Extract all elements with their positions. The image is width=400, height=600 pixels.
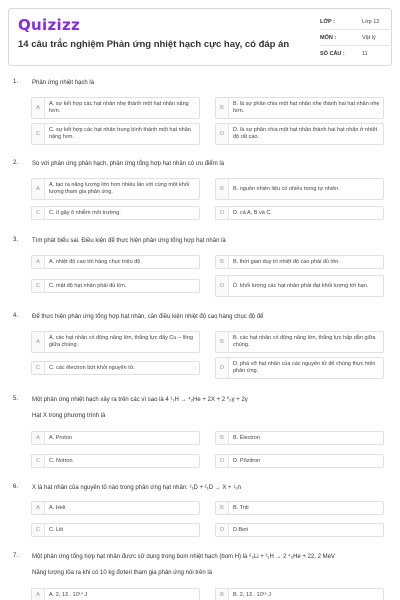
option-text: A. Proton — [49, 434, 72, 441]
option-text: B. nguồn nhiên liệu có nhiều trong tự nhiên. — [233, 185, 340, 192]
option-letter: D — [216, 455, 229, 467]
question-number: 1. — [13, 79, 19, 85]
option-b[interactable] — [215, 431, 384, 445]
option-letter: D — [216, 124, 229, 144]
option-c[interactable] — [31, 523, 200, 537]
document-title: 14 câu trắc nghiệm Phản ứng nhiệt hạch cực hay, có đáp án — [18, 39, 290, 50]
option-d[interactable] — [215, 523, 384, 537]
option-b[interactable] — [215, 588, 384, 600]
meta-count-label: SỐ CÂU : — [320, 51, 345, 57]
option-text: D. phá vỡ hạt nhân của các nguyên tử để chúng thực hiện phản ứng. — [233, 361, 376, 374]
option-text: D. khối lượng các hạt nhân phải đạt khối lượng tới hạn. — [233, 282, 369, 289]
question-subtext: Năng lượng tỏa ra khi có 10 kg đơteri tham gia phản ứng nói trên là — [32, 570, 213, 576]
document-meta — [320, 14, 392, 62]
option-text: B. Triti — [233, 504, 249, 511]
option-b[interactable] — [215, 97, 384, 119]
option-text: A. sự kết hợp các hạt nhân nhẹ thành một hạt nhân nặng hơn. — [49, 101, 189, 114]
meta-count-value: 11 — [362, 51, 368, 57]
option-text: B. Êlectron — [233, 434, 260, 441]
option-b[interactable] — [215, 178, 384, 200]
option-letter: D — [216, 358, 229, 378]
option-letter: D — [216, 207, 229, 219]
option-letter: B — [216, 256, 229, 268]
question-subtext: Hạt X trong phương trình là — [32, 413, 106, 419]
option-a[interactable] — [31, 255, 200, 269]
question-text: X là hạt nhân của nguyên tố nào trong phản ứng hạt nhân: ²₁D + ²₁D → X + ¹₀n — [32, 485, 242, 491]
meta-class-row — [320, 14, 392, 30]
option-c[interactable] — [31, 361, 200, 375]
option-d[interactable] — [215, 206, 384, 220]
option-text: B. thời gian duy trì nhiệt độ cao phải đủ lớn. — [233, 258, 340, 265]
question-text: Một phản ứng nhiệt hạch xảy ra trên các vì sao là 4 ¹₁H → ⁴₂He + 2X + 2 ⁰₀γ + 2γ — [32, 397, 248, 403]
question-text: Một phản ứng tổng hợp hạt nhân được sử dụng trong bom nhiệt hạch (bom H) là ⁶₃Li + ²₁H → 2 ⁴₂He + 22, 2 MeV — [32, 554, 335, 560]
option-text: D.Beri — [233, 526, 249, 533]
option-letter: A — [32, 589, 45, 600]
option-b[interactable] — [215, 501, 384, 515]
meta-class-label: LỚP : — [320, 19, 335, 25]
option-letter: B — [216, 589, 229, 600]
option-letter: A — [32, 332, 45, 352]
option-letter: A — [32, 432, 45, 444]
option-c[interactable] — [31, 206, 200, 220]
option-letter: D — [216, 524, 229, 536]
option-c[interactable] — [31, 454, 200, 468]
option-text: C. sự kết hợp các hạt nhân trung bình thành một hạt nhân nặng hơn. — [49, 127, 191, 140]
question-text: Phản ứng nhiệt hạch là — [32, 80, 95, 86]
option-letter: B — [216, 179, 229, 199]
meta-subject-label: MÔN : — [320, 35, 337, 41]
option-d[interactable] — [215, 454, 384, 468]
meta-class-value: Lớp 12 — [362, 19, 380, 25]
meta-subject-value: Vật lý — [362, 35, 376, 41]
option-letter: C — [32, 207, 45, 219]
question-text: Tìm phát biểu sai. Điều kiện để thực hiện phản ứng tổng hợp hạt nhân là — [32, 238, 226, 244]
option-letter: C — [32, 524, 45, 536]
option-a[interactable] — [31, 501, 200, 515]
question-number: 4. — [13, 313, 19, 319]
option-text: B. 2, 13 . 10¹⁵ J — [233, 591, 272, 598]
question-number: 6. — [13, 484, 19, 490]
option-letter: D — [216, 276, 229, 296]
question-number: 3. — [13, 237, 19, 243]
option-text: A. nhiệt độ cao tới hàng chục triệu độ. — [49, 258, 142, 265]
option-letter: C — [32, 124, 45, 144]
quizizz-logo[interactable]: Quizizz — [18, 16, 81, 34]
option-letter: B — [216, 502, 229, 514]
option-c[interactable] — [31, 123, 200, 145]
option-a[interactable] — [31, 178, 200, 200]
option-a[interactable] — [31, 331, 200, 353]
option-text: A. Heli — [49, 504, 66, 511]
option-letter: A — [32, 179, 45, 199]
question-number: 2. — [13, 160, 19, 166]
option-letter: A — [32, 256, 45, 268]
option-c[interactable] — [31, 279, 200, 293]
option-letter: C — [32, 280, 45, 292]
option-a[interactable] — [31, 431, 200, 445]
option-d[interactable] — [215, 357, 384, 379]
document-header — [8, 8, 392, 66]
option-letter: B — [216, 432, 229, 444]
option-text: C. ít gây ô nhiễm môi trường. — [49, 209, 121, 216]
option-a[interactable] — [31, 97, 200, 119]
meta-count-row — [320, 46, 392, 62]
option-d[interactable] — [215, 123, 384, 145]
option-text: C. các êlectron bứt khỏi nguyên tử. — [49, 364, 135, 371]
option-text: D. Pôzitron — [233, 457, 261, 464]
option-letter: B — [216, 98, 229, 118]
option-text: C. Liti — [49, 526, 64, 533]
option-text: A. các hạt nhân có động năng lớn, thắng lực đẩy Cu – lông giữa chúng. — [49, 335, 193, 348]
question-text: So với phản ứng phân hạch, phản ứng tổng hợp hạt nhân có ưu điểm là — [32, 161, 225, 167]
question-number: 5. — [13, 396, 19, 402]
option-letter: A — [32, 98, 45, 118]
option-d[interactable] — [215, 275, 384, 297]
option-text: C. mật độ hạt nhân phải đủ lớn. — [49, 282, 127, 289]
meta-subject-row — [320, 30, 392, 46]
question-text: Để thực hiện phản ứng tổng hợp hạt nhân, cần điều kiện nhiệt độ cao hàng chục độ để — [32, 314, 264, 320]
option-text: C. Notron — [49, 457, 73, 464]
option-letter: C — [32, 455, 45, 467]
option-b[interactable] — [215, 255, 384, 269]
option-letter: A — [32, 502, 45, 514]
option-text: A. tạo ra năng lượng lớn hơn nhiều lần với cùng một khối lượng tham gia phản ứng. — [49, 182, 190, 195]
option-a[interactable] — [31, 588, 200, 600]
option-text: D. là sự phân chia một hạt nhân thành hai hạt nhân ở nhiệt độ rất cao. — [233, 127, 377, 140]
option-text: D. cả A, B và C. — [233, 209, 272, 216]
option-letter: B — [216, 332, 229, 352]
option-text: B. các hạt nhân có động năng lớn, thắng lực hấp dẫn giữa chúng. — [233, 335, 376, 348]
option-text: A. 2, 13 . 10¹⁴ J — [49, 591, 88, 598]
option-b[interactable] — [215, 331, 384, 353]
option-text: B. là sự phân chia một hạt nhân nhẹ thành hai hạt nhân nhẹ hơn. — [233, 101, 380, 114]
question-number: 7. — [13, 553, 19, 559]
option-letter: C — [32, 362, 45, 374]
